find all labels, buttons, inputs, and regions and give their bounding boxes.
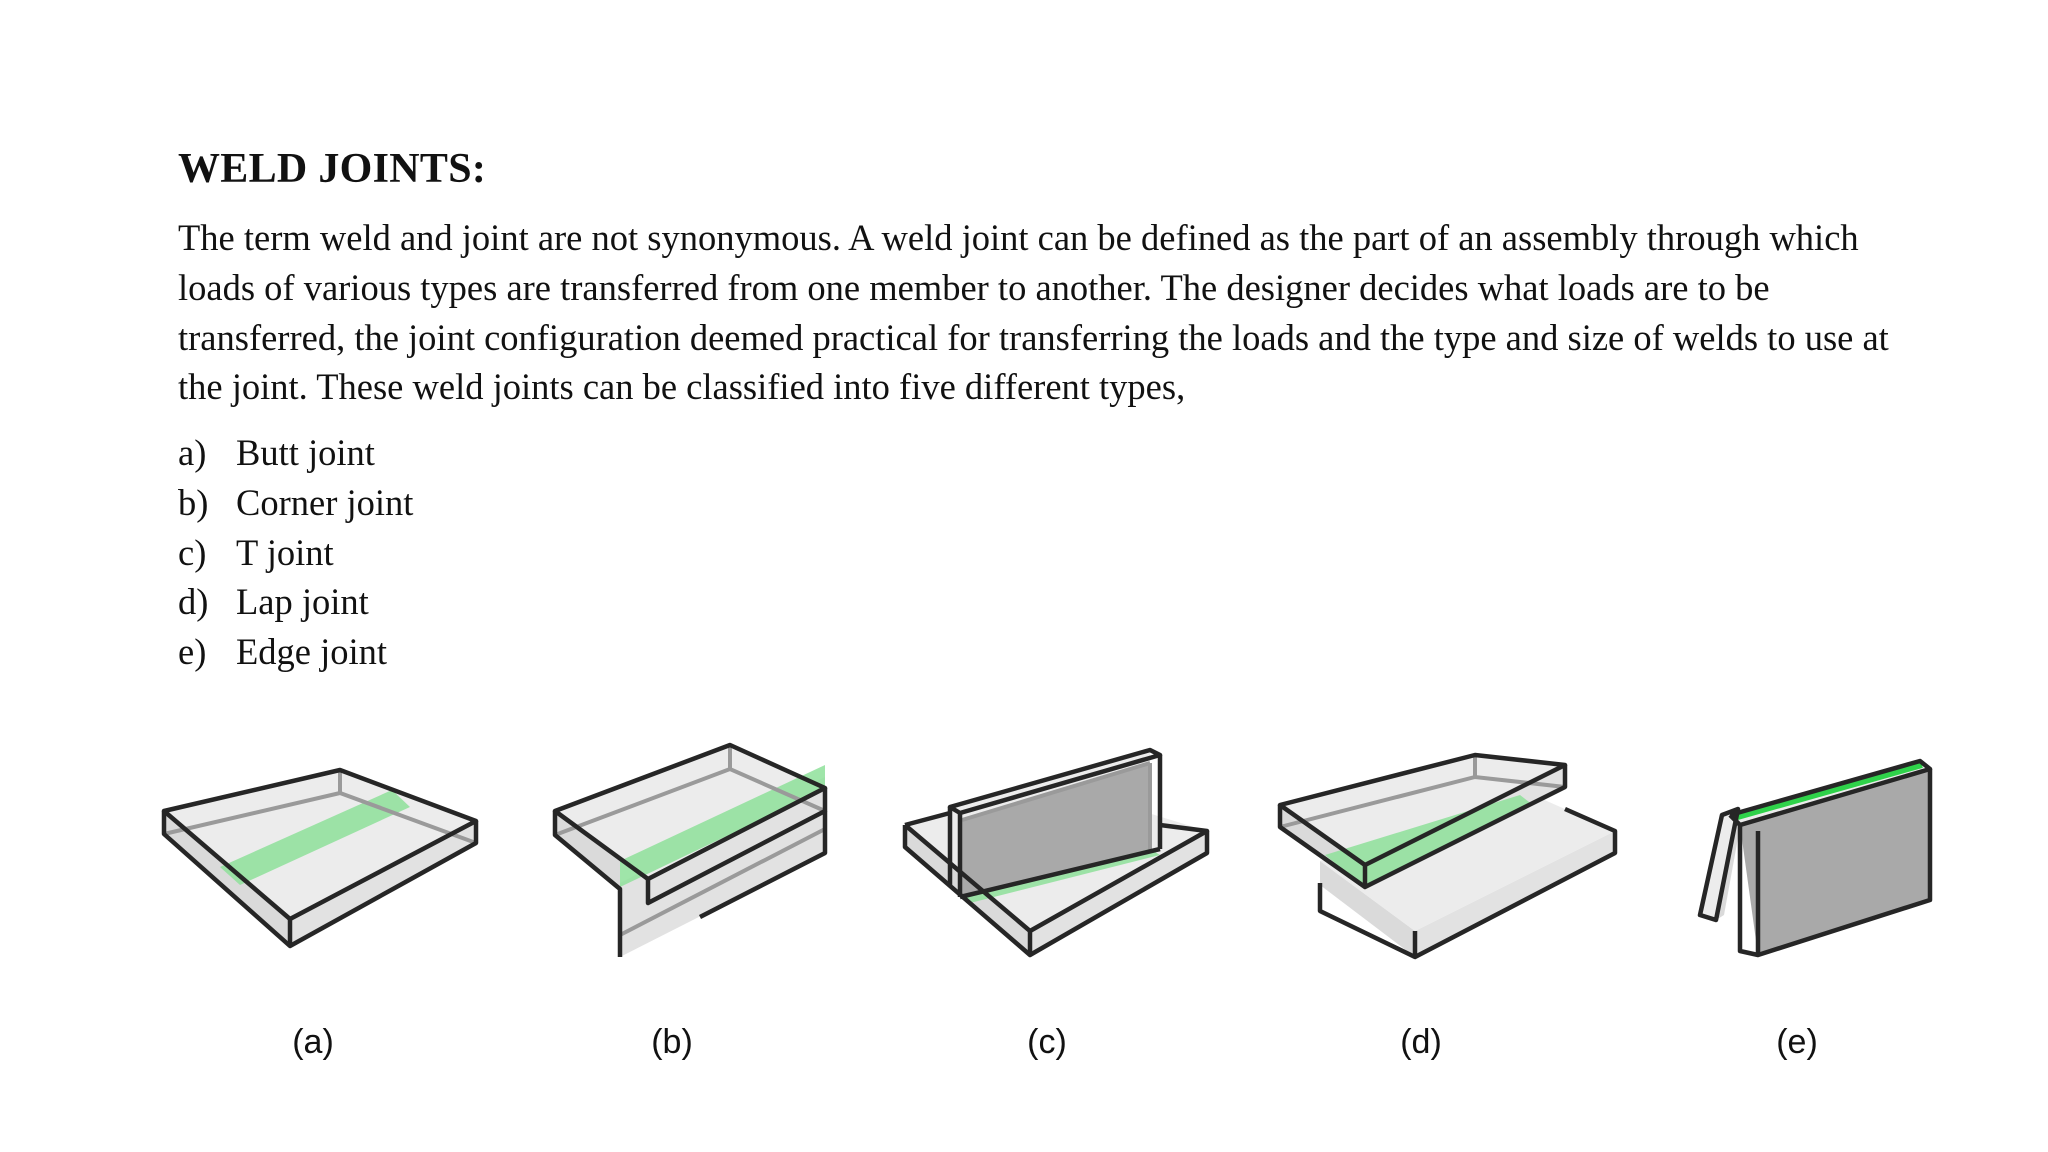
list-marker: a): [178, 432, 207, 473]
list-marker: c): [178, 531, 207, 573]
list-item-label: T joint: [236, 531, 334, 573]
figure-caption-d: (d): [1400, 1023, 1442, 1061]
intro-paragraph: The term weld and joint are not synonymous. A weld joint can be defined as the part of an assembly through which loads of various types are transferred from one member to another. The designer decides what loads are to be transferred, the joint configuration deemed practical for transferring the loads and the type and size of welds to use at the joint. These weld joints can be classified into five different types,: [178, 217, 1889, 408]
lap-joint-illustration: [1275, 725, 1625, 965]
section-heading: WELD JOINTS:: [178, 146, 487, 192]
figure-caption-c: (c): [1027, 1023, 1067, 1061]
list-item-label: Corner joint: [236, 481, 414, 523]
figure-caption-b: (b): [651, 1023, 693, 1061]
list-item-label: Lap joint: [236, 581, 369, 623]
list-item-label: Butt joint: [236, 432, 375, 473]
corner-joint-illustration: [550, 725, 840, 965]
edge-joint-illustration: [1690, 725, 1930, 965]
list-marker: d): [178, 581, 209, 623]
figure-caption-e: (e): [1776, 1023, 1818, 1061]
butt-joint-illustration: [160, 725, 490, 955]
list-marker: b): [178, 481, 209, 523]
list-item: [178, 528, 413, 578]
list-item: [178, 627, 413, 677]
joint-types-list: [178, 428, 413, 677]
t-joint-illustration: [900, 725, 1220, 965]
list-item-label: Edge joint: [236, 631, 388, 673]
list-marker: e): [178, 631, 207, 673]
list-item: [178, 478, 413, 528]
list-item: [178, 577, 413, 627]
list-item: [178, 428, 413, 478]
figure-caption-a: (a): [292, 1023, 334, 1061]
